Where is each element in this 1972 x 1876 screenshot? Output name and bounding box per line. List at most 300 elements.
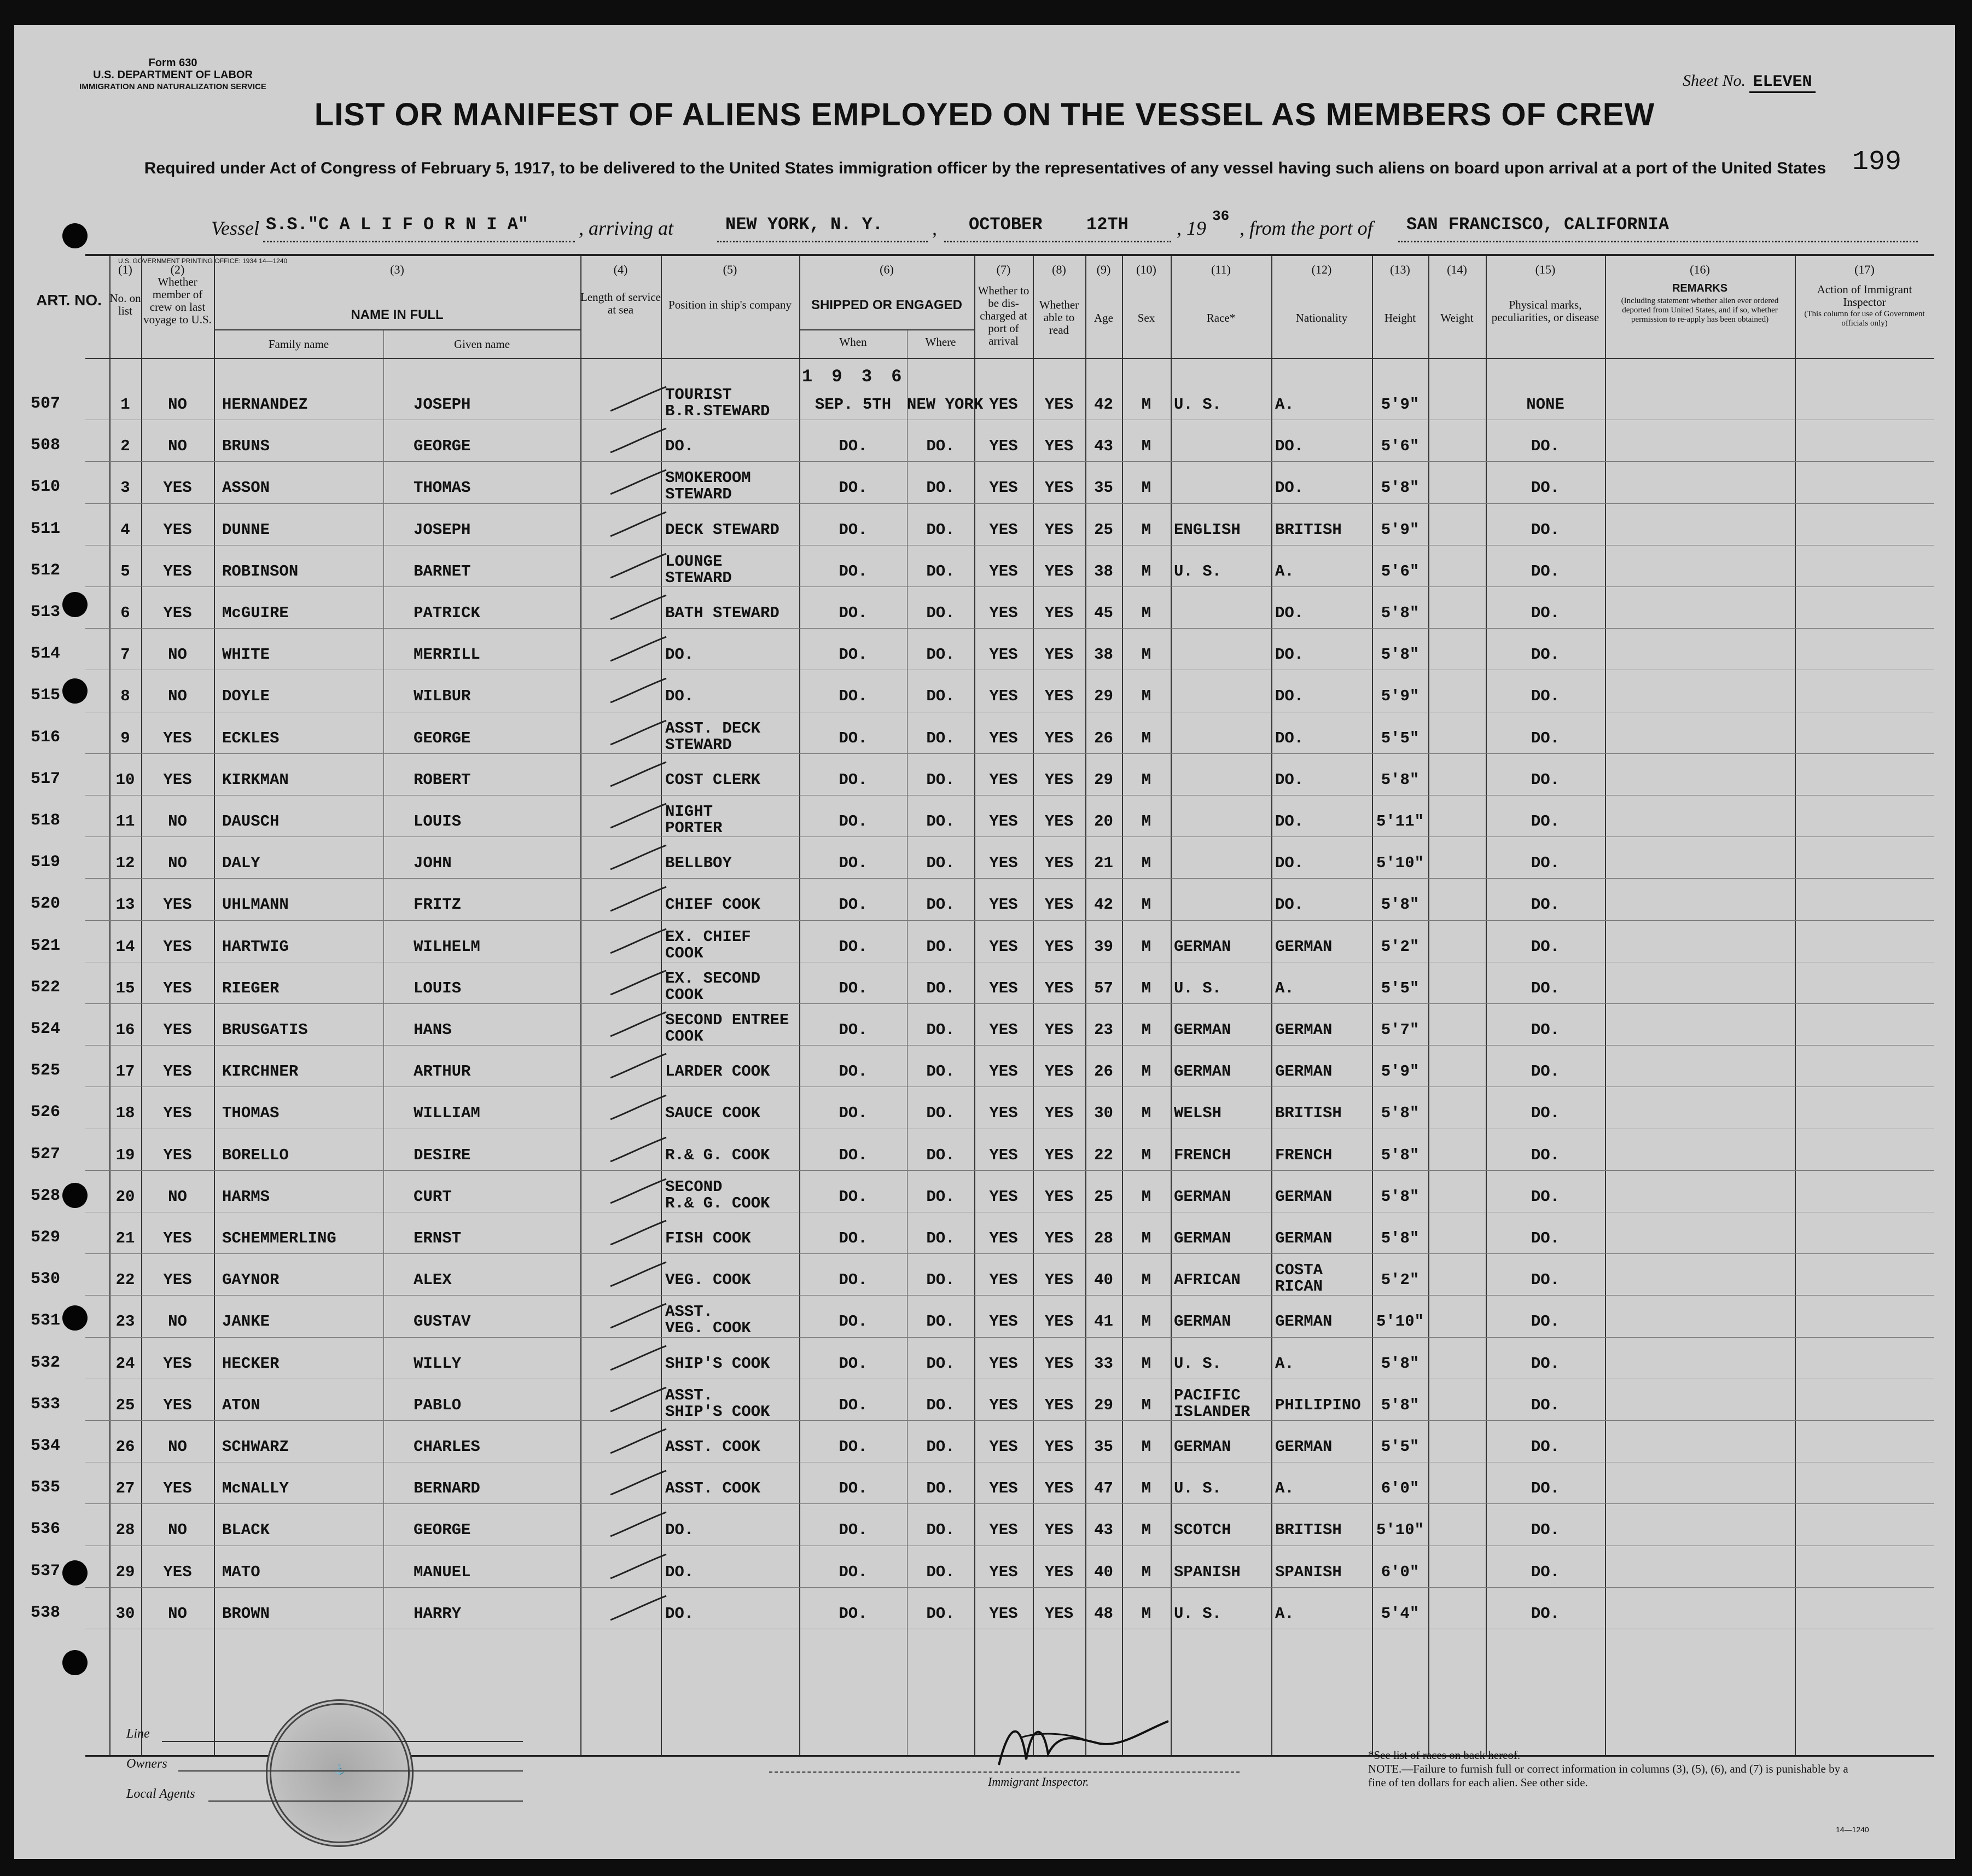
cell-marks: DO. [1531, 1438, 1560, 1456]
cell-nat: A. [1275, 1604, 1294, 1623]
cell-read: YES [1044, 854, 1074, 873]
cell-sex: M [1141, 1521, 1151, 1540]
service-check-mark [605, 1466, 671, 1499]
art-number: 514 [31, 644, 61, 664]
cell-race: U. S. [1174, 1604, 1222, 1623]
cell-pos-line: EX. SECOND [665, 969, 761, 988]
cell-family: ECKLES [222, 729, 280, 747]
table-row [31, 1254, 1934, 1296]
cell-pos-line: TOURIST [665, 386, 732, 404]
cell-pos: BATH STEWARD [665, 604, 780, 622]
cell-read: YES [1044, 937, 1074, 956]
cell-race: U. S. [1174, 1354, 1222, 1373]
table-row [31, 1296, 1934, 1338]
cell-family: HERNANDEZ [222, 396, 308, 414]
cell-race: U. S. [1174, 1479, 1222, 1498]
cell-dis: YES [989, 604, 1018, 622]
cell-age: 33 [1094, 1354, 1113, 1373]
cell-family: WHITE [222, 646, 270, 664]
service-check-mark [605, 508, 671, 541]
cell-marks: NONE [1526, 396, 1564, 414]
col-num: (1) [118, 263, 132, 276]
fine-note: NOTE.—Failure to furnish full or correct information in columns (3), (5), (6), and (7) is punishable by a fine of ten dollars for each alien. See other side. [1368, 1762, 1848, 1789]
cell-marks: DO. [1531, 812, 1560, 830]
cell-when: DO. [839, 646, 868, 664]
cell-sex: M [1141, 1479, 1151, 1498]
cell-when: DO. [839, 479, 868, 497]
cell-family: DAUSCH [222, 812, 280, 830]
col-num: (14) [1447, 263, 1467, 276]
cell-family: HARMS [222, 1187, 270, 1206]
cell-nat: DO. [1275, 854, 1304, 873]
cell-pos: VEG. COOK [665, 1271, 751, 1290]
table-row [31, 629, 1934, 671]
cell-when: DO. [839, 1521, 868, 1540]
col-no-on-list: No. on list [109, 292, 141, 317]
cell-no: 20 [115, 1187, 135, 1206]
cell-dis: YES [989, 562, 1018, 580]
cell-nat: DO. [1275, 479, 1304, 497]
cell-read: YES [1044, 812, 1074, 830]
cell-when: DO. [839, 979, 868, 997]
table-row [31, 796, 1934, 838]
cell-nat [1275, 1262, 1372, 1295]
cell-no: 27 [115, 1479, 135, 1498]
cell-pos: LARDER COOK [665, 1062, 770, 1081]
col-num: (4) [613, 263, 628, 276]
cell-age: 57 [1094, 979, 1113, 997]
cell-pos: DECK STEWARD [665, 520, 780, 539]
cell-family: ROBINSON [222, 562, 299, 580]
cell-sex: M [1141, 1146, 1151, 1164]
cell-when: DO. [839, 854, 868, 873]
cell-read: YES [1044, 479, 1074, 497]
service-check-mark [605, 882, 671, 915]
cell-family: KIRCHNER [222, 1062, 299, 1081]
cell-pos-line: PORTER [665, 819, 723, 837]
cell-last: YES [163, 562, 192, 580]
cell-where: DO. [926, 1521, 955, 1540]
cell-given: DESIRE [414, 1146, 471, 1164]
cell-read: YES [1044, 687, 1074, 706]
cell-nat: GERMAN [1275, 1021, 1333, 1039]
cell-last: NO [168, 854, 187, 873]
cell-family: DUNNE [222, 520, 270, 539]
art-number: 516 [31, 728, 61, 747]
cell-dis: YES [989, 479, 1018, 497]
cell-last: YES [163, 1563, 192, 1581]
cell-last: NO [168, 687, 187, 706]
vessel-name: S.S."C A L I F O R N I A" [266, 214, 529, 235]
cell-given: JOHN [414, 854, 452, 873]
cell-no: 22 [115, 1271, 135, 1290]
form-code: 14—1240 [1836, 1825, 1869, 1834]
cell-nat: BRITISH [1275, 1104, 1342, 1123]
cell-family: MATO [222, 1563, 260, 1581]
col-given-name: Given name [453, 338, 510, 351]
cell-no: 17 [115, 1062, 135, 1081]
department-name: U.S. DEPARTMENT OF LABOR [93, 69, 253, 81]
cell-no: 9 [120, 729, 130, 747]
cell-where: DO. [926, 1312, 955, 1331]
cell-race [1174, 1387, 1271, 1420]
cell-marks: DO. [1531, 1062, 1560, 1081]
col-num: (2) [170, 263, 185, 276]
cell-dis: YES [989, 437, 1018, 456]
col-inspector-note: (This column for use of Government officials only) [1804, 310, 1925, 328]
cell-pos-line: COOK [665, 1027, 703, 1046]
cell-no: 21 [115, 1229, 135, 1247]
cell-height: 5'4" [1381, 1604, 1420, 1623]
table-row [31, 462, 1934, 504]
cell-nat: DO. [1275, 687, 1304, 706]
service-check-mark [605, 799, 671, 832]
col-age: Age [1094, 311, 1113, 324]
art-number: 526 [31, 1103, 61, 1122]
cell-marks: DO. [1531, 1146, 1560, 1164]
cell-height: 5'2" [1381, 1271, 1420, 1290]
cell-where: DO. [926, 770, 955, 789]
cell-age: 47 [1094, 1479, 1113, 1498]
cell-nat: A. [1275, 979, 1294, 997]
cell-nat: A. [1275, 562, 1294, 580]
cell-given: GEORGE [414, 729, 471, 747]
cell-sex: M [1141, 1438, 1151, 1456]
cell-age: 45 [1094, 604, 1113, 622]
cell-race: GERMAN [1174, 1229, 1231, 1247]
cell-last: YES [163, 770, 192, 789]
form-label [58, 57, 288, 93]
cell-sex: M [1141, 1354, 1151, 1373]
cell-last: YES [163, 1354, 192, 1373]
cell-nat: A. [1275, 1354, 1294, 1373]
cell-marks: DO. [1531, 687, 1560, 706]
cell-marks: DO. [1531, 646, 1560, 664]
cell-age: 35 [1094, 479, 1113, 497]
col-weight: Weight [1440, 311, 1474, 324]
table-row [31, 879, 1934, 921]
cell-age: 38 [1094, 562, 1113, 580]
cell-where: DO. [926, 1271, 955, 1290]
table-row [31, 1588, 1934, 1630]
col-where: Where [925, 335, 956, 349]
cell-height: 6'0" [1381, 1563, 1420, 1581]
service-check-mark [605, 591, 671, 624]
col-num: (15) [1535, 263, 1556, 276]
col-num: (7) [996, 263, 1011, 276]
service-check-mark [605, 1550, 671, 1583]
cell-no: 19 [115, 1146, 135, 1164]
table-row [31, 1004, 1934, 1046]
cell-marks: DO. [1531, 729, 1560, 747]
cell-where: DO. [926, 1604, 955, 1623]
cell-family: HECKER [222, 1354, 280, 1373]
cell-where: DO. [926, 1062, 955, 1081]
cell-dis: YES [989, 520, 1018, 539]
cell-where: DO. [926, 687, 955, 706]
from-label: , from the port of [1240, 217, 1373, 239]
cell-dis: YES [989, 1271, 1018, 1290]
cell-given: WILLY [414, 1354, 462, 1373]
cell-pos-line: EX. CHIEF [665, 927, 751, 946]
cell-sex: M [1141, 1563, 1151, 1581]
cell-where: DO. [926, 1187, 955, 1206]
cell-read: YES [1044, 1062, 1074, 1081]
cell-height: 5'8" [1381, 646, 1420, 664]
cell-family: ASSON [222, 479, 270, 497]
cell-no: 1 [120, 396, 130, 414]
cell-dis: YES [989, 687, 1018, 706]
cell-race: GERMAN [1174, 1312, 1231, 1331]
cell-read: YES [1044, 1104, 1074, 1123]
cell-race: GERMAN [1174, 937, 1231, 956]
cell-no: 10 [115, 770, 135, 789]
cell-family: DOYLE [222, 687, 270, 706]
page-number: 199 [1852, 147, 1902, 178]
cell-pos-line: STEWARD [665, 568, 732, 587]
manifest-sheet [14, 25, 1955, 1859]
cell-family: BRUNS [222, 437, 270, 456]
table-row [31, 1088, 1934, 1129]
col-num: (8) [1052, 263, 1066, 276]
art-number: 530 [31, 1270, 61, 1289]
cell-no: 13 [115, 896, 135, 914]
cell-pos: SHIP'S COOK [665, 1354, 770, 1373]
arrival-month: OCTOBER [969, 214, 1043, 235]
col-remarks: REMARKS [1672, 282, 1728, 294]
cell-given: BERNARD [414, 1479, 480, 1498]
cell-nat-line: RICAN [1275, 1277, 1323, 1296]
service-check-mark [605, 1133, 671, 1166]
cell-read: YES [1044, 562, 1074, 580]
cell-pos [665, 721, 799, 753]
footer-notes [1368, 1749, 1860, 1790]
service-check-mark [605, 1341, 671, 1374]
cell-marks: DO. [1531, 1271, 1560, 1290]
cell-where: DO. [926, 1104, 955, 1123]
art-number: 532 [31, 1353, 61, 1372]
service-check-mark [605, 466, 671, 498]
service-check-mark [605, 549, 671, 582]
cell-given: HANS [414, 1021, 452, 1039]
cell-race: WELSH [1174, 1104, 1222, 1123]
cell-where: DO. [926, 1479, 955, 1498]
art-number: 535 [31, 1478, 61, 1497]
cell-sex: M [1141, 1229, 1151, 1247]
cell-where: DO. [926, 979, 955, 997]
arrival-day: 12TH [1086, 214, 1128, 235]
table-row [31, 1338, 1934, 1380]
art-number: 518 [31, 811, 61, 830]
col-position: Position in ship's company [668, 298, 792, 311]
service-check-mark [605, 841, 671, 874]
official-seal-stamp: ⚓ [266, 1699, 414, 1847]
cell-last: YES [163, 979, 192, 997]
cell-pos-line: SMOKEROOM [665, 469, 751, 487]
table-row [31, 671, 1934, 712]
sheet-number-value: ELEVEN [1749, 73, 1815, 93]
cell-given: ROBERT [414, 770, 471, 789]
col-num: (5) [723, 263, 737, 276]
cell-given: JOSEPH [414, 396, 471, 414]
cell-height: 5'5" [1381, 979, 1420, 997]
cell-age: 21 [1094, 854, 1113, 873]
year-note: 1 9 3 6 [802, 367, 906, 387]
cell-family: ATON [222, 1396, 260, 1414]
table-row [31, 754, 1934, 796]
art-number: 536 [31, 1520, 61, 1539]
cell-nat: GERMAN [1275, 1312, 1333, 1331]
cell-last: YES [163, 1146, 192, 1164]
service-check-mark [605, 674, 671, 707]
cell-age: 26 [1094, 1062, 1113, 1081]
service-check-mark [605, 1008, 671, 1041]
cell-pos: R.& G. COOK [665, 1146, 770, 1164]
inspector-label: Immigrant Inspector. [988, 1775, 1089, 1788]
cell-last: NO [168, 812, 187, 830]
cell-dis: YES [989, 1187, 1018, 1206]
cell-family: THOMAS [222, 1104, 280, 1123]
art-number: 529 [31, 1228, 61, 1247]
cell-last: YES [163, 1396, 192, 1414]
cell-read: YES [1044, 729, 1074, 747]
cell-dis: YES [989, 1604, 1018, 1623]
cell-given: PABLO [414, 1396, 462, 1414]
cell-sex: M [1141, 854, 1151, 873]
cell-nat: DO. [1275, 437, 1304, 456]
col-num: (6) [880, 263, 894, 276]
cell-when: DO. [839, 1396, 868, 1414]
service-check-mark [605, 424, 671, 457]
cell-pos: DO. [665, 1604, 694, 1623]
cell-dis: YES [989, 896, 1018, 914]
cell-no: 6 [120, 604, 130, 622]
cell-no: 26 [115, 1438, 135, 1456]
cell-given: WILLIAM [414, 1104, 480, 1123]
binder-hole [62, 678, 88, 704]
year-prefix: , 19 [1177, 217, 1206, 239]
cell-read: YES [1044, 1229, 1074, 1247]
cell-dis: YES [989, 1312, 1018, 1331]
col-height: Height [1384, 311, 1416, 324]
col-race: Race* [1206, 311, 1236, 324]
col-num: (13) [1390, 263, 1410, 276]
cell-pos [665, 1304, 799, 1337]
cell-nat: DO. [1275, 896, 1304, 914]
cell-pos: CHIEF COOK [665, 896, 761, 914]
cell-height: 5'9" [1381, 687, 1420, 706]
cell-read: YES [1044, 770, 1074, 789]
cell-race: FRENCH [1174, 1146, 1231, 1164]
cell-age: 40 [1094, 1271, 1113, 1290]
art-number: 520 [31, 895, 61, 914]
art-number: 537 [31, 1561, 61, 1581]
cell-age: 38 [1094, 646, 1113, 664]
cell-nat-line: COSTA [1275, 1261, 1323, 1280]
cell-read: YES [1044, 1604, 1074, 1623]
cell-last: NO [168, 1187, 187, 1206]
art-number: 538 [31, 1603, 61, 1622]
art-number: 515 [31, 686, 61, 705]
cell-dis: YES [989, 770, 1018, 789]
cell-when: DO. [839, 1604, 868, 1623]
cell-height: 5'9" [1381, 1062, 1420, 1081]
service-check-mark [605, 1592, 671, 1624]
cell-age: 28 [1094, 1229, 1113, 1247]
cell-height: 5'8" [1381, 1187, 1420, 1206]
service-check-mark [605, 716, 671, 749]
cell-pos: DO. [665, 687, 694, 706]
table-row [31, 588, 1934, 629]
cell-height: 5'8" [1381, 1146, 1420, 1164]
cell-last: NO [168, 396, 187, 414]
cell-last: YES [163, 896, 192, 914]
cell-last: YES [163, 729, 192, 747]
table-row [31, 1421, 1934, 1463]
col-inspector-action: Action of Immigrant Inspector [1817, 283, 1912, 309]
cell-where: DO. [926, 646, 955, 664]
cell-height: 5'9" [1381, 520, 1420, 539]
cell-last: YES [163, 1479, 192, 1498]
cell-race: U. S. [1174, 979, 1222, 997]
form-number: Form 630 [148, 57, 197, 69]
cell-pos-line: SECOND ENTREE [665, 1011, 789, 1029]
cell-age: 42 [1094, 396, 1113, 414]
from-port: SAN FRANCISCO, CALIFORNIA [1406, 214, 1669, 235]
cell-pos: DO. [665, 1521, 694, 1540]
col-length-service: Length of service at sea [580, 291, 661, 316]
cell-dis: YES [989, 1396, 1018, 1414]
cell-height: 5'8" [1381, 770, 1420, 789]
cell-dis: YES [989, 1563, 1018, 1581]
col-num: (12) [1311, 263, 1332, 276]
cell-sex: M [1141, 1021, 1151, 1039]
cell-dis: YES [989, 812, 1018, 830]
service-name: IMMIGRATION AND NATURALIZATION SERVICE [79, 82, 266, 91]
service-check-mark [605, 1049, 671, 1082]
local-agents-label: Local Agents [126, 1787, 195, 1801]
cell-nat: SPANISH [1275, 1563, 1342, 1581]
cell-age: 25 [1094, 1187, 1113, 1206]
cell-age: 26 [1094, 729, 1113, 747]
cell-nat: DO. [1275, 770, 1304, 789]
cell-given: WILHELM [414, 937, 480, 956]
col-num: (10) [1136, 263, 1156, 276]
service-check-mark [605, 1299, 671, 1332]
cell-given: JOSEPH [414, 520, 471, 539]
cell-read: YES [1044, 1021, 1074, 1039]
cell-marks: DO. [1531, 1521, 1560, 1540]
cell-read: YES [1044, 646, 1074, 664]
cell-given: CURT [414, 1187, 452, 1206]
cell-when: DO. [839, 1187, 868, 1206]
col-family-name: Family name [268, 338, 329, 351]
arrival-year: 36 [1212, 208, 1230, 224]
art-number: 528 [31, 1186, 61, 1205]
cell-when: DO. [839, 1354, 868, 1373]
cell-height: 5'9" [1381, 396, 1420, 414]
cell-marks: DO. [1531, 1021, 1560, 1039]
cell-where: DO. [926, 1229, 955, 1247]
cell-when: DO. [839, 812, 868, 830]
cell-family: BROWN [222, 1604, 270, 1623]
cell-nat: DO. [1275, 729, 1304, 747]
table-row [31, 921, 1934, 963]
cell-family: McGUIRE [222, 604, 289, 622]
cell-height: 5'6" [1381, 562, 1420, 580]
art-number: 512 [31, 561, 61, 580]
cell-marks: DO. [1531, 1312, 1560, 1331]
